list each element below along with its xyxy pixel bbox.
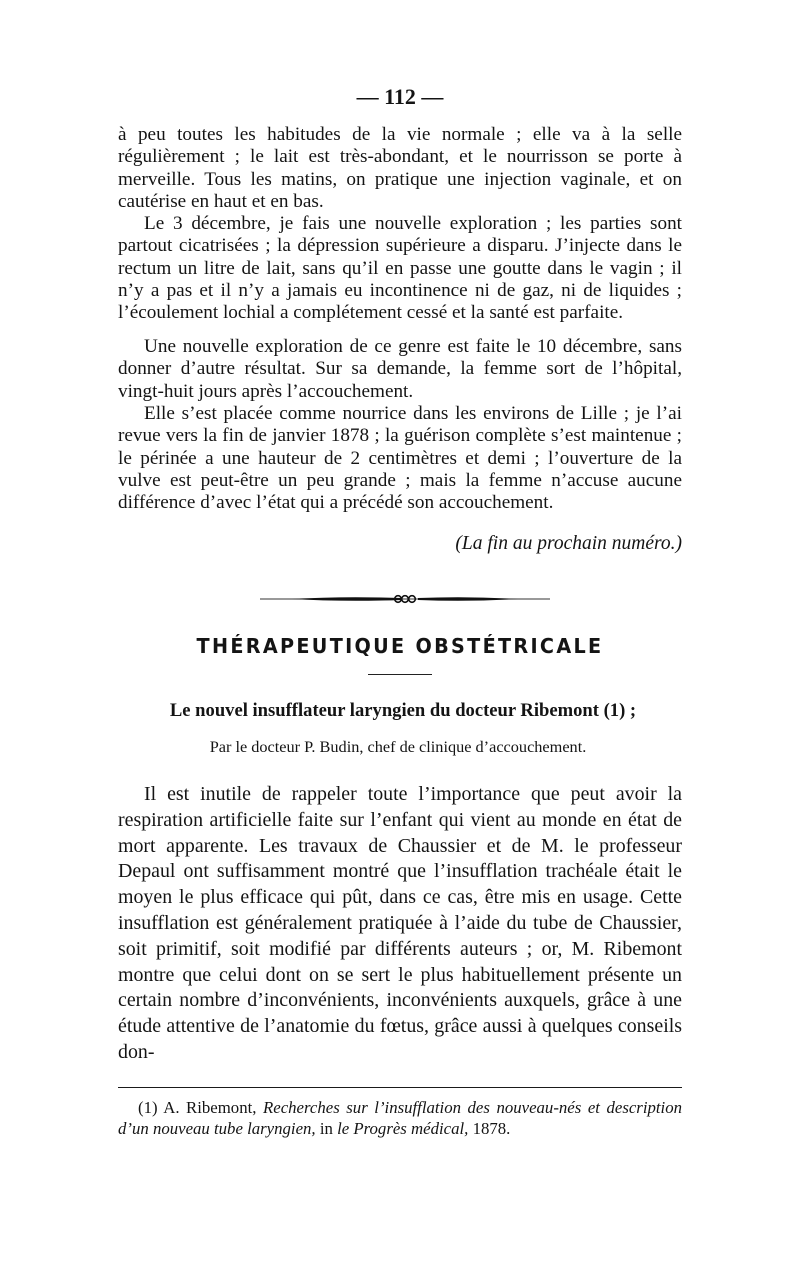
section-title-rule bbox=[368, 674, 432, 675]
footnote-rule bbox=[118, 1087, 682, 1088]
paragraph-continuation: à peu toutes les habitudes de la vie normale ; elle va à la selle régulièrement ; le lait est très-abondant, et le nourrisson se porte à merveille. Tous les matins, on pratique une injection vaginale, et on cautérise en haut et en bas. bbox=[118, 124, 682, 212]
article-body: Il est inutile de rappeler toute l’importance que peut avoir la respiration artificielle faite sur l’enfant qui vient au monde en état de mort apparente. Les travaux de Chaussier et de M. le professeur Depaul ont suffisamment montré que l’insufflation trachéale était le moyen le plus efficace qui pût, dans ce cas, être mis en usage. Cette insufflation est généralement pratiquée à l’aide du tube de Chaussier, soit primitif, soit modifié par différents auteurs ; or, M. Ribemont montre que celui dont on se sert le plus habituellement présente un certain nombre d’inconvénients, inconvénients auxquels, grâce à une étude attentive de l’anatomie du fœtus, grâce aussi à quelques conseils don- bbox=[118, 783, 682, 1063]
footnote-marker: (1) A. Ribemont, bbox=[138, 1098, 257, 1117]
page-number: — 112 — bbox=[356, 84, 444, 109]
footnote-journal: le Progrès médical, bbox=[337, 1118, 469, 1138]
footnote-in: in bbox=[319, 1118, 333, 1138]
paragraph-december-3: Le 3 décembre, je fais une nouvelle exploration ; les parties sont partout cicatrisées ; la dépression supérieure a disparu. J’injecte dans le rectum un litre de lait, sans qu’il en passe une goutte dans le vagin ; il n’y a pas et il n’y a jamais eu incontinence ni de gaz, ni de liquides ; l’écoulement lochial a complétement cessé et la santé est parfaite. bbox=[118, 213, 682, 324]
article-title: Le nouvel insufflateur laryngien du docteur Ribemont (1) ; bbox=[169, 700, 637, 721]
footnote-work: Recherches sur l’insufflation des nouveau-nés et description d’un nouveau tube laryngien, bbox=[118, 1098, 683, 1138]
article-byline: Par le docteur P. Budin, chef de clinique d’accouchement. bbox=[209, 737, 587, 756]
footnote bbox=[118, 1098, 682, 1139]
footnote-year: 1878. bbox=[472, 1118, 511, 1138]
continued-note bbox=[380, 533, 682, 555]
ornament-divider-icon bbox=[252, 592, 558, 606]
continued-note-text: (La fin au prochain numéro.) bbox=[455, 533, 682, 554]
section-title: THÉRAPEUTIQUE OBSTÉTRICALE bbox=[196, 634, 604, 658]
paragraph-december-10: Une nouvelle exploration de ce genre est faite le 10 décembre, sans donner d’autre résultat. Sur sa demande, la femme sort de l’hôpital, vingt-huit jours après l’accouchement. bbox=[118, 336, 682, 402]
paragraph-follow-up: Elle s’est placée comme nourrice dans les environs de Lille ; je l’ai revue vers la fin de janvier 1878 ; la guérison complète s’est maintenue ; le périnée a une hauteur de 2 centimètres et demi ; l’ouverture de la vulve est peut-être un peu grande ; mais la femme n’accuse aucune différence d’avec l’état qui a précédé son accouchement. bbox=[118, 403, 682, 514]
